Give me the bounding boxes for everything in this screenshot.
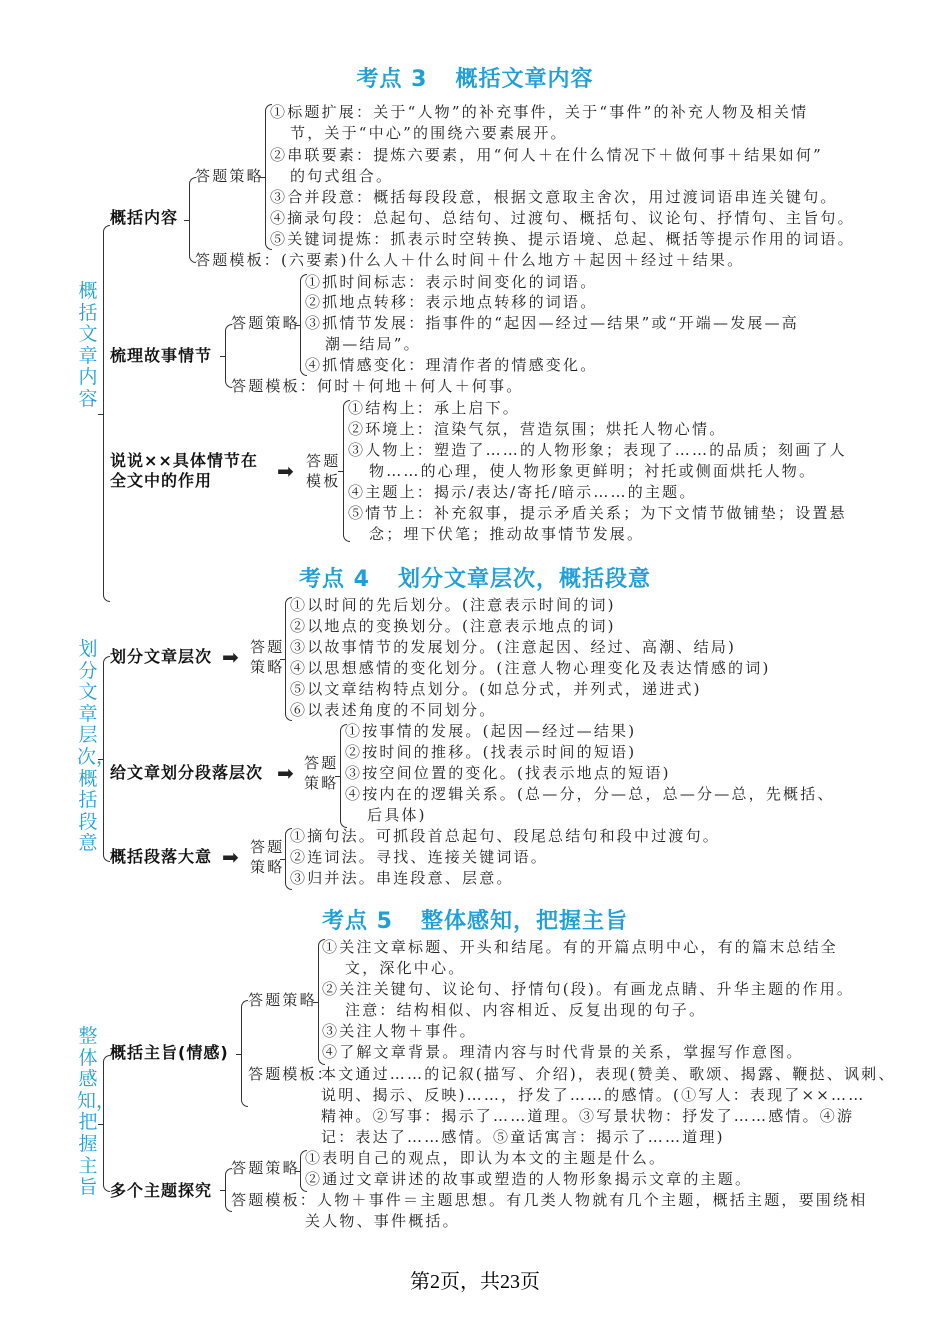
brace [103,656,110,862]
list-item-cont: 注意：结构相似、内容相近、反复出现的句子。 [345,1001,707,1019]
section-title-3 [0,65,950,95]
section-heading: 划分文章层次，概括段意 [397,567,651,592]
node-label: 概括内容 [110,208,179,227]
list-item: ②环境上：渲染气氛，营造氛围；烘托人物心情。 [348,420,727,438]
tag-label: 答题 [304,754,339,772]
list-item: ②以地点的变换划分。(注意表示地点的词) [290,617,616,635]
brace [241,1000,248,1107]
list-item: ①结构上：承上启下。 [348,399,521,417]
list-item: ①抓时间标志：表示时间变化的词语。 [305,273,598,291]
strategy-label: 答题策略 [231,314,300,332]
template-text: 记：表达了……感情。⑤童话寓言：揭示了……道理) [321,1128,725,1146]
tag-label: 策略 [250,858,285,876]
node-label: 划分文章层次 [110,647,213,666]
tag-label: 答题 [306,452,341,470]
node-label: 梳理故事情节 [110,346,213,365]
list-item: ②关注关键句、议论句、抒情句(段)。有画龙点睛、升华主题的作用。 [322,980,855,998]
template-text: 答题模板：(六要素)什么人＋什么时间＋什么地方＋起因＋经过＋结果。 [195,251,745,269]
brace [103,225,110,602]
list-item: ③抓情节发展：指事件的“起因—经过—结果”或“开端—发展—高 [305,314,800,332]
list-item: ①摘句法。可抓段首总起句、段尾总结句和段中过渡句。 [290,827,721,845]
list-item-cont: 后具体) [367,806,427,824]
tag-label: 策略 [304,774,339,792]
node-label: 概括段落大意 [110,847,213,866]
list-item-cont: 文，深化中心。 [345,959,466,977]
strategy-label: 答题策略 [248,991,317,1009]
section-title-5 [0,907,950,937]
list-item: ③按空间位置的变化。(找表示地点的短语) [345,764,671,782]
list-item: ④抓情感变化：理清作者的情感变化。 [305,356,598,374]
list-item-cont: 念；埋下伏笔；推动故事情节发展。 [369,525,645,543]
strategy-label: 答题策略 [231,1159,300,1177]
arrow-right-icon: ➡ [222,645,239,669]
list-item: ④了解文章背景。理清内容与时代背景的关系，掌握写作意图。 [322,1043,804,1061]
side-label-3: 概括文章内容 [78,280,98,410]
list-item: ③关注人物＋事件。 [322,1022,477,1040]
list-item: ⑤以文章结构特点划分。(如总分式，并列式，递进式) [290,680,702,698]
list-item: ①关注文章标题、开头和结尾。有的开篇点明中心，有的篇末总结全 [322,938,839,956]
list-item: ⑤关键词提炼：抓表示时空转换、提示语境、总起、概括等提示作用的词语。 [270,230,855,248]
strategy-label: 答题策略 [195,167,264,185]
list-item: ①以时间的先后划分。(注意表示时间的词) [290,596,616,614]
tag-label: 策略 [250,658,285,676]
section-heading: 概括文章内容 [455,67,594,92]
node-label: 全文中的作用 [110,471,213,490]
template-text: 精神。②写事：揭示了……道理。③写景状物：抒发了……感情。④游 [321,1107,855,1125]
list-item-cont: 的句式组合。 [290,167,394,185]
node-label: 概括主旨(情感) [110,1043,229,1062]
list-item: ①标题扩展：关于“人物”的补充事件，关于“事件”的补充人物及相关情 [270,103,809,121]
list-item-cont: 潮—结局”。 [325,335,421,353]
list-item: ④以思想感情的变化划分。(注意人物心理变化及表达情感的词) [290,659,771,677]
list-item: ④主题上：揭示/表达/寄托/暗示……的主题。 [348,483,697,501]
list-item: ②按时间的推移。(找表示时间的短语) [345,743,637,761]
template-text: 关人物、事件概括。 [305,1212,460,1230]
list-item: ③以故事情节的发展划分。(注意起因、经过、高潮、结局) [290,638,737,656]
list-item: ②连词法。寻找、连接关键词语。 [290,848,549,866]
side-label-4: 划分文章层次，概括段意 [77,638,116,855]
template-label: 答题模板： [248,1065,335,1083]
section-title-4 [0,565,950,595]
list-item: ②抓地点转移：表示地点转移的词语。 [305,293,598,311]
list-item: ⑥以表述角度的不同划分。 [290,701,497,719]
section-number: 考点 5 [322,909,393,934]
template-text: 本文通过……的记叙(描写、介绍)，表现(赞美、歌颂、揭露、鞭挞、讽刺、 [321,1065,896,1083]
list-item: ⑤情节上：补充叙事，提示矛盾关系；为下文情节做铺垫；设置悬 [348,504,847,522]
tag-label: 答题 [250,838,285,856]
node-label: 多个主题探究 [110,1181,213,1200]
tag-label: 模板 [306,472,341,490]
list-item: ①表明自己的观点，即认为本文的主题是什么。 [305,1149,667,1167]
arrow-right-icon: ➡ [222,845,239,869]
list-item: ④摘录句段：总起句、总结句、过渡句、概括句、议论句、抒情句、主旨句。 [270,209,855,227]
list-item: ③合并段意：概括每段段意，根据文意取主舍次，用过渡词语串连关键句。 [270,188,838,206]
list-item: ①按事情的发展。(起因—经过—结果) [345,722,637,740]
tag-label: 答题 [250,638,285,656]
node-label: 说说××具体情节在 [110,451,258,470]
section-number: 考点 3 [356,67,428,92]
list-item: ②串联要素：提炼六要素，用“何人＋在什么情况下＋做何事＋结果如何” [270,146,823,164]
brace [103,1055,110,1192]
list-item: ④按内在的逻辑关系。(总—分，分—总，总—分—总，先概括、 [345,785,835,803]
list-item: ③归并法。串连段意、层意。 [290,869,514,887]
section-number: 考点 4 [299,567,370,592]
node-label: 给文章划分段落层次 [110,763,264,782]
list-item-cont: 节，关于“中心”的围绕六要素展开。 [290,124,568,142]
list-item: ③人物上：塑造了……的人物形象；表现了……的品质；刻画了人 [348,441,847,459]
template-text: 答题模板：何时＋何地＋何人＋何事。 [231,377,524,395]
list-item: ②通过文章讲述的故事或塑造的人物形象揭示文章的主题。 [305,1170,753,1188]
arrow-right-icon: ➡ [277,761,294,785]
section-heading: 整体感知，把握主旨 [420,909,628,934]
arrow-right-icon: ➡ [277,459,294,483]
page-number: 第2页，共23页 [410,1271,540,1293]
list-item-cont: 物……的心理，使人物形象更鲜明；衬托或侧面烘托人物。 [369,462,817,480]
template-text: 答题模板：人物＋事件＝主题思想。有几类人物就有几个主题，概括主题，要围绕相 [231,1191,868,1209]
side-label-5: 整体感知，把握主旨 [77,1025,116,1199]
template-text: 说明、揭示、反映)……，抒发了……的感情。(①写人：表现了××…… [321,1086,866,1104]
